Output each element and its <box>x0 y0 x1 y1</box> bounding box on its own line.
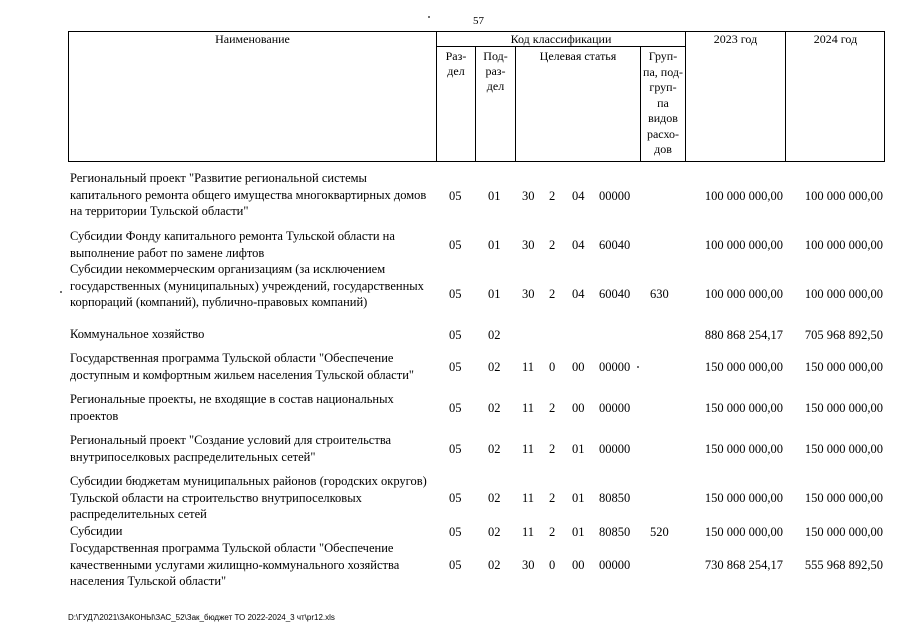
row-razdel: 05 <box>449 328 462 342</box>
row-name: Государственная программа Тульской области "Обеспечение качественными услугами жилищно-коммунального хозяйства населения Тульской области" <box>70 541 400 588</box>
header-vr: Груп- па, под- груп- па видов расхо- дов <box>643 49 683 156</box>
row-amount-2024: 100 000 000,00 <box>804 287 883 301</box>
row-razdel: 05 <box>449 442 462 456</box>
row-amount-2023: 100 000 000,00 <box>704 189 783 203</box>
row-amount-2024: 100 000 000,00 <box>804 189 883 203</box>
row-amount-2024: 150 000 000,00 <box>804 442 883 456</box>
header-year-2023: 2023 год <box>713 32 758 46</box>
row-razdel: 05 <box>449 558 462 572</box>
header-target: Целевая статья <box>539 49 617 63</box>
row-amount-2024: 555 968 892,50 <box>804 558 883 572</box>
row-target-program: 11 <box>522 525 535 539</box>
row-razdel: 05 <box>449 491 462 505</box>
row-razdel: 05 <box>449 238 462 252</box>
header-code-group: Код классификации <box>510 32 612 46</box>
row-target-subprogram: 04 <box>572 189 585 203</box>
row-target-type: 2 <box>549 189 556 203</box>
row-amount-2023: 730 868 254,17 <box>704 558 783 572</box>
header-podrazdel: Под- раз- дел <box>483 49 508 93</box>
row-amount-2023: 150 000 000,00 <box>704 442 783 456</box>
row-target-program: 30 <box>522 287 535 301</box>
row-amount-2024: 705 968 892,50 <box>804 328 883 342</box>
row-target-direction: 80850 <box>599 491 631 505</box>
row-target-subprogram: 04 <box>572 238 585 252</box>
row-name: Региональный проект "Развитие региональной системы капитального ремонта общего имущества многоквартирных домов на территории Тульской области" <box>70 171 427 218</box>
row-name: Субсидии Фонду капитального ремонта Тульской области на выполнение работ по замене лифтов <box>70 229 395 260</box>
row-target-direction: 60040 <box>599 238 631 252</box>
row-amount-2023: 150 000 000,00 <box>704 491 783 505</box>
row-target-direction: 00000 <box>599 401 631 415</box>
row-amount-2024: 100 000 000,00 <box>804 238 883 252</box>
row-podrazdel: 02 <box>488 558 501 572</box>
row-target-subprogram: 04 <box>572 287 585 301</box>
row-target-subprogram: 00 <box>572 558 585 572</box>
row-target-program: 11 <box>522 442 535 456</box>
row-expense-type: 520 <box>650 525 669 539</box>
row-target-type: 2 <box>549 401 556 415</box>
header-razdel: Раз- дел <box>445 49 467 78</box>
row-name: Субсидии некоммерческим организациям (за исключением государственных (муниципальных) учреждений, государственных корпораций (компаний), публично-правовых компаний) <box>70 262 424 309</box>
row-target-subprogram: 01 <box>572 491 585 505</box>
row-name: Субсидии бюджетам муниципальных районов (городских округов) Тульской области на строительство внутрипоселковых распределительных сетей <box>70 474 427 521</box>
row-target-direction: 00000 <box>599 189 631 203</box>
row-amount-2024: 150 000 000,00 <box>804 360 883 374</box>
row-razdel: 05 <box>449 525 462 539</box>
row-podrazdel: 02 <box>488 328 501 342</box>
row-target-program: 30 <box>522 558 535 572</box>
row-target-type: 0 <box>549 360 556 374</box>
row-target-direction: 00000 <box>599 360 631 374</box>
row-target-program: 30 <box>522 189 535 203</box>
row-razdel: 05 <box>449 401 462 415</box>
row-amount-2023: 100 000 000,00 <box>704 287 783 301</box>
row-razdel: 05 <box>449 189 462 203</box>
row-name: Коммунальное хозяйство <box>70 327 205 341</box>
row-razdel: 05 <box>449 287 462 301</box>
header-divider <box>685 31 686 162</box>
row-target-subprogram: 01 <box>572 525 585 539</box>
row-podrazdel: 01 <box>488 287 501 301</box>
row-target-type: 2 <box>549 238 556 252</box>
row-target-subprogram: 01 <box>572 442 585 456</box>
scan-speck <box>637 366 639 368</box>
row-amount-2024: 150 000 000,00 <box>804 491 883 505</box>
row-target-subprogram: 00 <box>572 360 585 374</box>
row-target-program: 11 <box>522 401 535 415</box>
row-name: Государственная программа Тульской области "Обеспечение доступным и комфортным жильем населения Тульской области" <box>70 351 414 382</box>
row-podrazdel: 01 <box>488 238 501 252</box>
row-expense-type: 630 <box>650 287 669 301</box>
row-target-program: 11 <box>522 360 535 374</box>
row-name: Субсидии <box>70 524 123 538</box>
row-amount-2023: 150 000 000,00 <box>704 360 783 374</box>
row-target-type: 0 <box>549 558 556 572</box>
row-podrazdel: 02 <box>488 525 501 539</box>
row-target-direction: 60040 <box>599 287 631 301</box>
row-target-direction: 00000 <box>599 558 631 572</box>
header-divider <box>785 31 786 162</box>
scan-speck <box>60 291 62 293</box>
row-target-program: 30 <box>522 238 535 252</box>
row-target-direction: 80850 <box>599 525 631 539</box>
row-target-subprogram: 00 <box>572 401 585 415</box>
row-podrazdel: 02 <box>488 491 501 505</box>
page-number: 57 <box>473 15 484 27</box>
header-name: Наименование <box>215 32 290 46</box>
row-target-type: 2 <box>549 442 556 456</box>
row-name: Региональные проекты, не входящие в состав национальных проектов <box>70 392 394 423</box>
row-amount-2023: 150 000 000,00 <box>704 401 783 415</box>
row-amount-2024: 150 000 000,00 <box>804 525 883 539</box>
file-path-footer: D:\ГУД7\2021\ЗАКОНЫ\ЗАС_52\Зак_бюджет ТО 2022-2024_3 чт\pr12.xls <box>68 613 335 622</box>
row-amount-2023: 150 000 000,00 <box>704 525 783 539</box>
row-podrazdel: 02 <box>488 360 501 374</box>
row-name: Региональный проект "Создание условий для строительства внутрипоселковых распределительных сетей" <box>70 433 392 464</box>
row-podrazdel: 02 <box>488 442 501 456</box>
row-target-program: 11 <box>522 491 535 505</box>
row-amount-2024: 150 000 000,00 <box>804 401 883 415</box>
scan-speck <box>428 16 430 18</box>
row-amount-2023: 880 868 254,17 <box>704 328 783 342</box>
row-podrazdel: 01 <box>488 189 501 203</box>
row-target-type: 2 <box>549 525 556 539</box>
header-year-2024: 2024 год <box>813 32 858 46</box>
row-target-type: 2 <box>549 491 556 505</box>
row-amount-2023: 100 000 000,00 <box>704 238 783 252</box>
row-target-direction: 00000 <box>599 442 631 456</box>
row-razdel: 05 <box>449 360 462 374</box>
row-target-type: 2 <box>549 287 556 301</box>
row-podrazdel: 02 <box>488 401 501 415</box>
